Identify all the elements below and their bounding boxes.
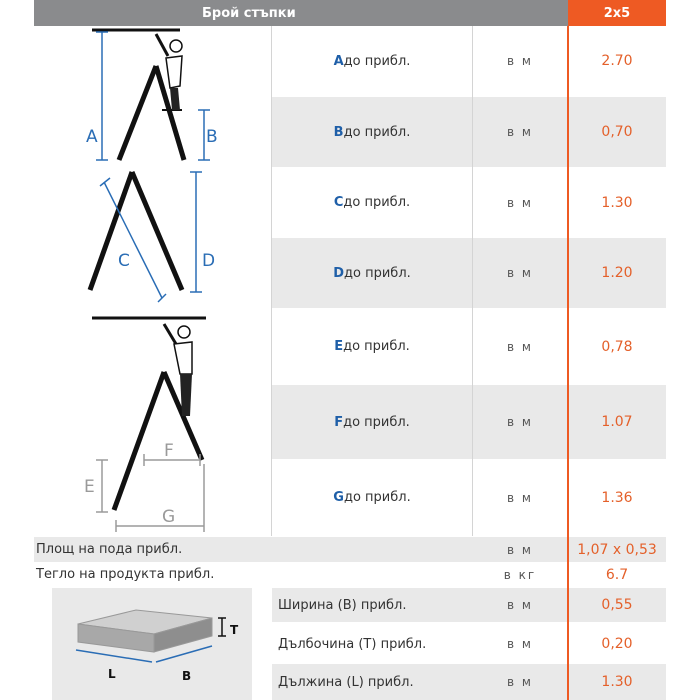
box-depth-value: 0,20 <box>601 636 633 652</box>
weight-label: Тегло на продукта прибл. <box>36 567 215 582</box>
floor-area-label: Площ на пода прибл. <box>36 542 183 557</box>
weight-unit: в кг <box>503 567 537 582</box>
package-box-diagram <box>52 588 252 700</box>
box-width-label: Ширина (B) прибл. <box>278 597 407 613</box>
row-d-label: D до прибл. <box>333 265 411 281</box>
row-c-value: 1.30 <box>601 194 633 211</box>
label-g: G <box>162 507 176 527</box>
label-b: B <box>206 127 218 147</box>
row-a-label: A до прибл. <box>333 53 411 69</box>
box-label-b: B <box>182 669 192 683</box>
row-a-unit: в м <box>507 54 533 68</box>
row-g-unit: в м <box>507 490 533 505</box>
row-b-value: 0,70 <box>601 124 633 140</box>
box-width-unit: в м <box>507 598 533 612</box>
label-a: A <box>86 127 98 147</box>
row-a-value: 2.70 <box>601 53 633 69</box>
box-length-unit: в м <box>507 675 533 689</box>
row-d-value: 1.20 <box>601 265 633 281</box>
header-value: 2x5 <box>603 5 631 21</box>
box-width-value: 0,55 <box>601 597 633 613</box>
box-length-value: 1.30 <box>601 674 633 690</box>
row-f-value: 1.07 <box>601 414 633 430</box>
floor-area-unit: в м <box>507 542 533 557</box>
ladder-diagram <box>34 26 270 536</box>
row-e-value: 0,78 <box>601 338 633 355</box>
row-c-label: C до прибл. <box>333 195 411 210</box>
floor-area-value: 1,07 x 0,53 <box>577 541 657 558</box>
row-d-unit: в м <box>507 266 533 280</box>
row-c-unit: в м <box>507 195 533 210</box>
label-e: E <box>84 477 95 497</box>
box-depth-label: Дълбочина (T) прибл. <box>278 636 427 652</box>
row-g-label: G до прибл. <box>333 490 411 505</box>
box-label-l: L <box>108 667 116 681</box>
label-c: C <box>118 251 130 271</box>
table-header <box>34 0 472 26</box>
box-label-t: T <box>230 623 239 637</box>
row-e-unit: в м <box>507 339 533 354</box>
box-depth-unit: в м <box>507 637 533 651</box>
header-title: Брой стъпки <box>202 5 296 21</box>
label-d: D <box>202 251 216 271</box>
header-unit-cell <box>472 0 568 26</box>
label-f: F <box>164 441 174 461</box>
row-b-label: B до прибл. <box>333 124 411 140</box>
box-length-label: Дължина (L) прибл. <box>278 674 414 690</box>
row-f-label: F до прибл. <box>334 414 410 430</box>
row-g-value: 1.36 <box>601 489 633 506</box>
weight-value: 6.7 <box>605 566 629 583</box>
row-e-label: E до прибл. <box>334 339 410 354</box>
row-f-unit: в м <box>507 415 533 429</box>
header-value-cell <box>568 0 666 26</box>
row-b-unit: в м <box>507 125 533 139</box>
